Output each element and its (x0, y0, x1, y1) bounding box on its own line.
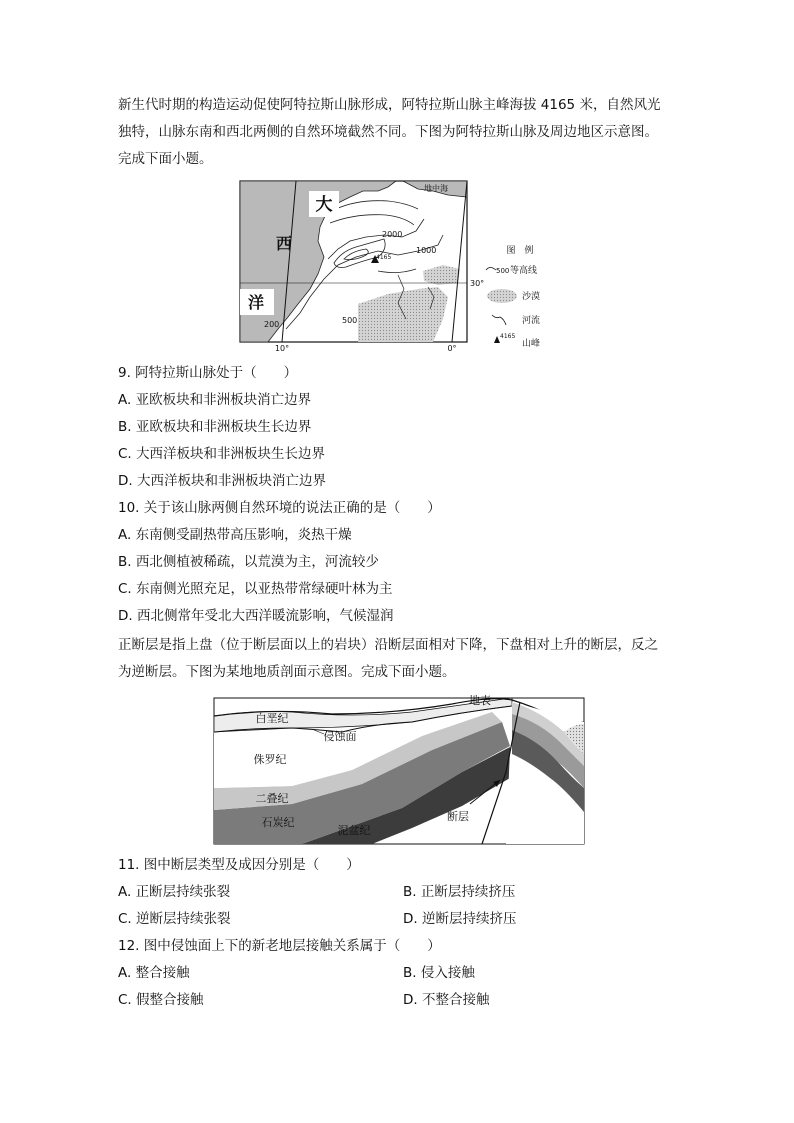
cretaceous-label: 白垩纪 (255, 712, 289, 725)
q12-stem: 12. 图中侵蚀面上下的新老地层接触关系属于（ ） (118, 938, 441, 954)
legend-contour-text: 等高线 (510, 266, 538, 276)
legend-peak-value: 4165 (500, 333, 516, 340)
ocean-label-da: 大 (315, 195, 333, 215)
q10-option-a[interactable]: A. 东南侧受副热带高压影响，炎热干燥 (118, 527, 352, 543)
q9-option-c[interactable]: C. 大西洋板块和非洲板块生长边界 (118, 446, 326, 462)
ocean-label-xi: 西 (275, 234, 293, 253)
passage2-line1: 正断层是指上盘（位于断层面以上的岩块）沿断层面相对下降，下盘相对上升的断层，反之 (118, 637, 658, 653)
sea-label: 地中海 (424, 184, 448, 193)
q9-option-b[interactable]: B. 亚欧板块和非洲板块生长边界 (118, 419, 312, 435)
q10-option-c[interactable]: C. 东南侧光照充足，以亚热带常绿硬叶林为主 (118, 581, 393, 597)
q12-option-a[interactable]: A. 整合接触 (118, 965, 190, 981)
q9-stem: 9. 阿特拉斯山脉处于（ ） (118, 365, 298, 381)
q9-option-a[interactable]: A. 亚欧板块和非洲板块消亡边界 (118, 392, 312, 408)
fault-label: 断层 (447, 810, 469, 823)
contour-1000-label: 1000 (416, 246, 437, 255)
legend-title: 图 例 (506, 246, 534, 256)
q10-stem: 10. 关于该山脉两侧自然环境的说法正确的是（ ） (118, 500, 441, 516)
lon-0-label: 0° (447, 344, 457, 353)
peak-label: 4165 (376, 254, 392, 261)
q11-stem: 11. 图中断层类型及成因分别是（ ） (118, 857, 360, 873)
q10-option-b[interactable]: B. 西北侧植被稀疏，以荒漠为主，河流较少 (118, 554, 379, 570)
legend-desert-text: 沙漠 (522, 292, 541, 302)
legend-river-text: 河流 (522, 316, 541, 326)
q9-option-d[interactable]: D. 大西洋板块和非洲板块消亡边界 (118, 473, 326, 489)
q11-option-d[interactable]: D. 逆断层持续挤压 (403, 911, 517, 927)
atlas-map-figure (238, 179, 558, 357)
passage1-line1: 新生代时期的构造运动促使阿特拉斯山脉形成，阿特拉斯山脉主峰海拔 4165 米，自然风光 (118, 97, 661, 113)
passage1-line2: 独特，山脉东南和西北两侧的自然环境截然不同。下图为阿特拉斯山脉及周边地区示意图。 (118, 124, 658, 140)
contour-200-label: 200 (264, 320, 280, 329)
jurassic-label: 侏罗纪 (253, 753, 287, 766)
legend-peak-text: 山峰 (522, 339, 541, 349)
surface-label: 地表 (469, 694, 491, 707)
lat-30-label: 30° (470, 279, 485, 288)
q12-option-d[interactable]: D. 不整合接触 (403, 992, 490, 1008)
q12-option-b[interactable]: B. 侵入接触 (403, 965, 475, 981)
q12-option-c[interactable]: C. 假整合接触 (118, 992, 204, 1008)
legend-contour-value: 500 (496, 267, 510, 275)
devonian-label: 泥盆纪 (337, 824, 371, 837)
lon-10-label: 10° (274, 344, 290, 353)
passage2-line2: 为逆断层。下图为某地地质剖面示意图。完成下面小题。 (118, 664, 456, 680)
geologic-section-figure (212, 688, 586, 846)
map-legend (486, 244, 540, 349)
legend-river-swatch (492, 315, 506, 325)
carboniferous-label: 石炭纪 (261, 816, 295, 829)
ocean-label-yang: 洋 (247, 293, 265, 312)
q11-option-c[interactable]: C. 逆断层持续张裂 (118, 911, 231, 927)
erosion-label: 侵蚀面 (323, 730, 357, 743)
passage1-line3: 完成下面小题。 (118, 151, 213, 167)
contour-2000-label: 2000 (382, 230, 403, 239)
permian-label: 二叠纪 (255, 792, 289, 805)
q10-option-d[interactable]: D. 西北侧常年受北大西洋暖流影响，气候湿润 (118, 608, 394, 624)
q11-option-a[interactable]: A. 正断层持续张裂 (118, 884, 231, 900)
legend-desert-swatch (487, 289, 517, 303)
contour-500-label: 500 (342, 316, 358, 325)
q11-option-b[interactable]: B. 正断层持续挤压 (403, 884, 516, 900)
